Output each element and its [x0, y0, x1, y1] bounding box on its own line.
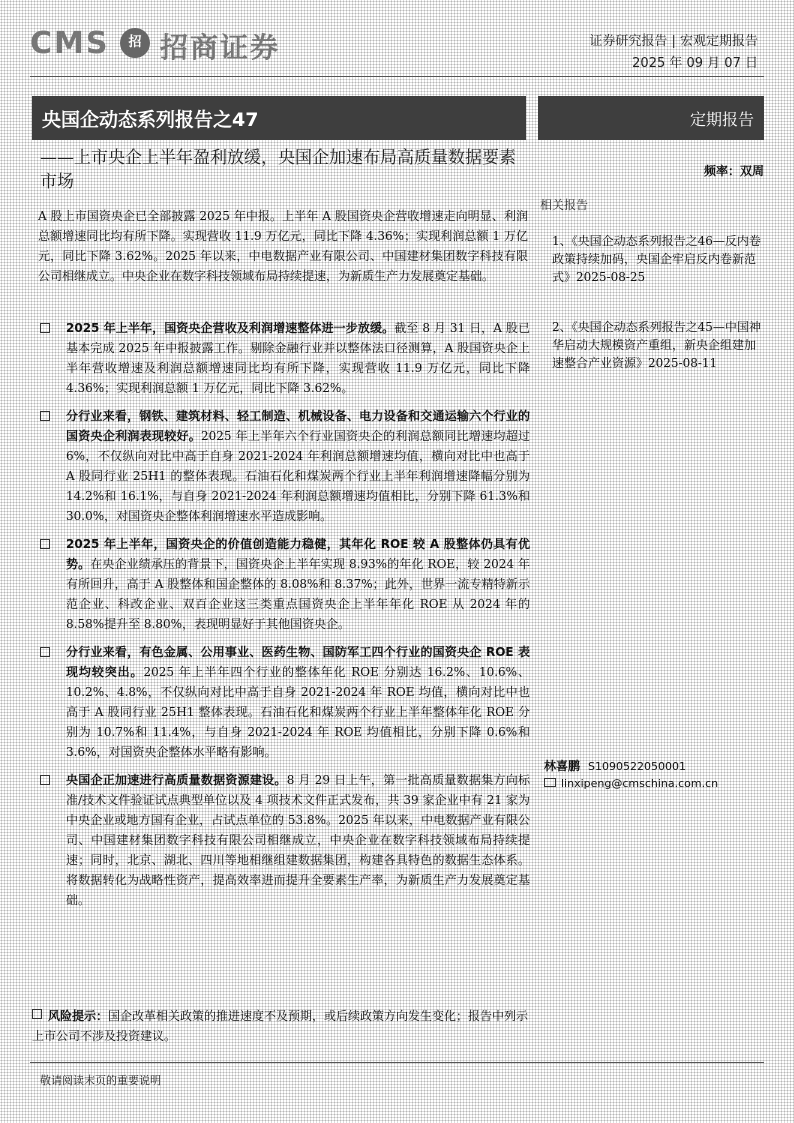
key-point-lead: 央国企正加速进行高质量数据资源建设。 [66, 773, 287, 787]
title-bar [32, 96, 526, 140]
report-title: 央国企动态系列报告之47 [42, 109, 259, 131]
square-bullet-icon [32, 1009, 42, 1019]
key-point-body: 2025 年上半年四个行业的整体年化 ROE 分别达 16.2%、10.6%、10.2%、4.8%，不仅纵向对比中高于自身 2021-2024 年 ROE 均值，横向对比中也高于 A 股同行业 25H1 整体表现。石油石化和煤炭两个行业上半年整体年化 ROE 分别为 10.7%和 11.4%，与自身 2021-2024 年 ROE 均值相比，分别下降 0.6%和 3.6%，对国资央企整体水平略有影响。 [66, 665, 530, 759]
risk-warning [32, 1006, 530, 1046]
analyst-email-row [544, 777, 718, 790]
key-point [36, 406, 530, 526]
report-date: 2025 年 09 月 07 日 [632, 56, 758, 71]
related-report-item[interactable]: 2、《央国企动态系列报告之45—中国神华启动大规模资产重组，新央企组建加速整合产业资源》2025-08-11 [552, 320, 761, 370]
key-points-list [36, 318, 530, 918]
related-reports-heading: 相关报告 [540, 198, 589, 212]
key-point-lead: 2025 年上半年，国资央企营收及利润增速整体进一步放缓。 [66, 321, 395, 335]
analyst-email[interactable]: linxipeng@cmschina.com.cn [561, 777, 719, 790]
risk-text: 国企改革相关政策的推进速度不及预期，或后续政策方向发生变化；报告中列示上市公司不涉及投资建议。 [32, 1009, 529, 1043]
frequency-label: 频率：双周 [703, 164, 764, 178]
key-point-body: 8 月 29 日上午，第一批高质量数据集方向标准/技术文件验证试点典型单位以及 4 项技术文件正式发布，共 39 家企业中有 21 家为中央企业或地方国有企业，占试点单位的 53.8%。2025 年以来，中电数据产业有限公司、中国建材集团数字科技有限公司相继成立，中央企业在数字科技领域布局持续提速；同时，北京、湖北、四川等地相继组建数据集团，构建各具特色的数据生态体系。将数据转化为战略性资产，提高效率进而提升全要素生产率，为新质生产力发展奠定基础。 [66, 773, 530, 907]
key-point [36, 770, 530, 910]
square-bullet-icon [40, 323, 50, 333]
logo-chinese-text: 招商证券 [160, 31, 281, 64]
key-point-body: 在央企业绩承压的背景下，国资央企上半年实现 8.93%的年化 ROE，较 2024 年有所回升，高于 A 股整体和国企整体的 8.08%和 8.37%；此外，世界一流专精特新示范企业、科改企业、双百企业这三类重点国资央企上半年年化 ROE 从 2024 年的 8.58%提升至 8.80%，表现明显好于其他国资央企。 [66, 557, 530, 631]
key-point [36, 642, 530, 762]
key-point [36, 534, 530, 634]
key-point-lead: 2025 年上半年，国资央企的价值创造能力稳健，其年化 ROE 较 A 股整体仍具有优势。 [66, 537, 530, 571]
logo-latin-text: CMS [30, 26, 110, 61]
side-title-bar [538, 96, 764, 140]
key-point-lead: 分行业来看，钢铁、建筑材料、轻工制造、机械设备、电力设备和交通运输六个行业的国资央企利润表现较好。 [66, 409, 530, 443]
key-point-body: 2025 年上半年六个行业国资央企的利润总额同比增速均超过 6%，不仅纵向对比中高于自身 2021-2024 年利润总额增速均值，横向对比中也高于 A 股同行业 25H1 的整体表现。石油石化和煤炭两个行业上半年利润增速降幅分别为 14.2%和 16.1%，与自身 2021-2024 年利润总额增速均值相比，分别下降 61.3%和 30.0%，对国资央企整体利润增速水平造成影响。 [66, 429, 530, 523]
key-point [36, 318, 530, 398]
key-point-body: 截至 8 月 31 日，A 股已基本完成 2025 年中报披露工作。剔除金融行业并以整体法口径测算，A 股国资央企上半年营收增速及利润总额增速同比均有所下降，实现营收 11.9 万亿元，同比下降 4.36%；实现利润总额 1 万亿元，同比下降 3.62%。 [66, 321, 530, 395]
square-bullet-icon [40, 775, 50, 785]
footer-disclaimer: 敬请阅读末页的重要说明 [40, 1074, 161, 1087]
key-point-lead: 分行业来看，有色金属、公用事业、医药生物、国防军工四个行业的国资央企 ROE 表现均较突出。 [66, 645, 530, 679]
square-bullet-icon [40, 411, 50, 421]
report-type-label: 定期报告 [689, 110, 754, 129]
square-bullet-icon [40, 647, 50, 657]
report-category: 证券研究报告 | 宏观定期报告 [589, 34, 758, 49]
report-subtitle: ——上市央企上半年盈利放缓，央国企加速布局高质量数据要素市场 [40, 148, 516, 192]
analyst-name: 林喜鹏 [544, 759, 581, 773]
analyst-cert-number: S1090522050001 [588, 760, 686, 773]
logo-badge-icon: 招 [120, 28, 150, 58]
analyst-info [544, 757, 686, 774]
envelope-icon [544, 778, 556, 787]
header-divider [30, 76, 764, 77]
square-bullet-icon [40, 539, 50, 549]
footer-divider [30, 1062, 764, 1063]
summary-paragraph: A 股上市国资央企已全部披露 2025 年中报。上半年 A 股国资央企营收增速走向明显、利润总额增速同比均有所下降。实现营收 11.9 万亿元，同比下降 4.36%；实现利润总额 1 万亿元，同比下降 3.62%。2025 年以来，中电数据产业有限公司、中国建材集团数字科技有限公司相继成立。中央企业在数字科技领域布局持续提速，为新质生产力发展奠定基础。 [38, 209, 528, 283]
related-report-item[interactable]: 1、《央国企动态系列报告之46—反内卷政策持续加码，央国企牢启反内卷新范式》2025-08-25 [552, 234, 761, 284]
brand-logo [30, 26, 290, 62]
risk-label: 风险提示： [48, 1009, 109, 1023]
